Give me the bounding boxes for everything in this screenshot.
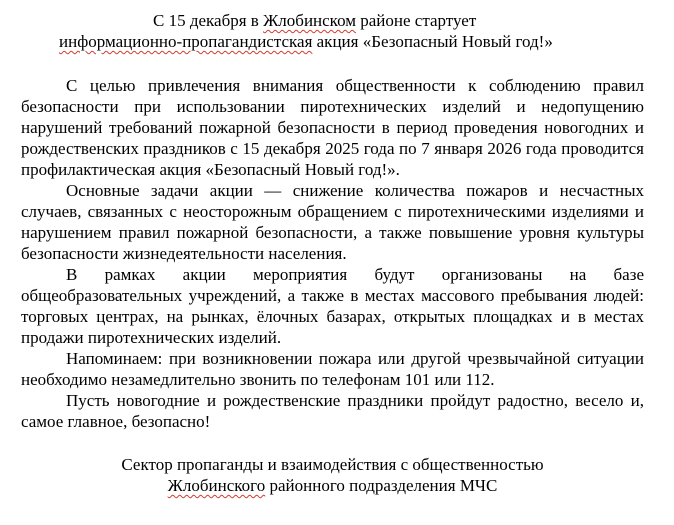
body-paragraph: В рамках акции мероприятия будут организованы на базе общеобразовательных учреждений, а также в местах массового пребывания людей: торговых центрах, на рынках, ёлочных базарах, открытых площадках и в местах продажи пиротехнических изделий. — [21, 265, 644, 347]
title-line-2 — [21, 31, 644, 52]
spellcheck-flagged-word: информационно-пропагандистская — [59, 32, 313, 51]
body-paragraph: С целью привлечения внимания общественности к соблюдению правил безопасности при использовании пиротехнических изделий и недопущению нарушений требований пожарной безопасности в период проведения новогодних и рождественских праздников с 15 декабря 2025 года по 7 января 2026 года проводится профилактическая акция «Безопасный Новый год!». — [21, 76, 644, 179]
title-line-2-end: акция «Безопасный Новый год!» — [312, 32, 553, 51]
document-page — [21, 10, 644, 496]
signature-line-2-end: районного подразделения МЧС — [265, 476, 498, 495]
title-line-1-start: С 15 декабря в — [153, 11, 264, 30]
signature-block — [21, 454, 644, 496]
document-body — [21, 75, 644, 432]
spellcheck-flagged-word: Жлобинском — [263, 11, 357, 30]
title-line-1 — [21, 10, 644, 31]
title-line-1-end: районе стартует — [356, 11, 477, 30]
body-paragraph: Основные задачи акции — снижение количества пожаров и несчастных случаев, связанных с неосторожным обращением с пиротехническими изделиями и нарушением правил пожарной безопасности, а также повышение уровня культуры безопасности жизнедеятельности населения. — [21, 181, 644, 263]
signature-line-2 — [21, 475, 644, 496]
body-paragraph: Напоминаем: при возникновении пожара или другой чрезвычайной ситуации необходимо незамедлительно звонить по телефонам 101 или 112. — [21, 349, 644, 389]
spellcheck-flagged-word: Жлобинского — [167, 476, 266, 495]
signature-line-1: Сектор пропаганды и взаимодействия с общественностью — [121, 455, 544, 474]
body-paragraph: Пусть новогодние и рождественские праздники пройдут радостно, весело и, самое главное, безопасно! — [21, 391, 644, 431]
document-title — [21, 10, 644, 52]
